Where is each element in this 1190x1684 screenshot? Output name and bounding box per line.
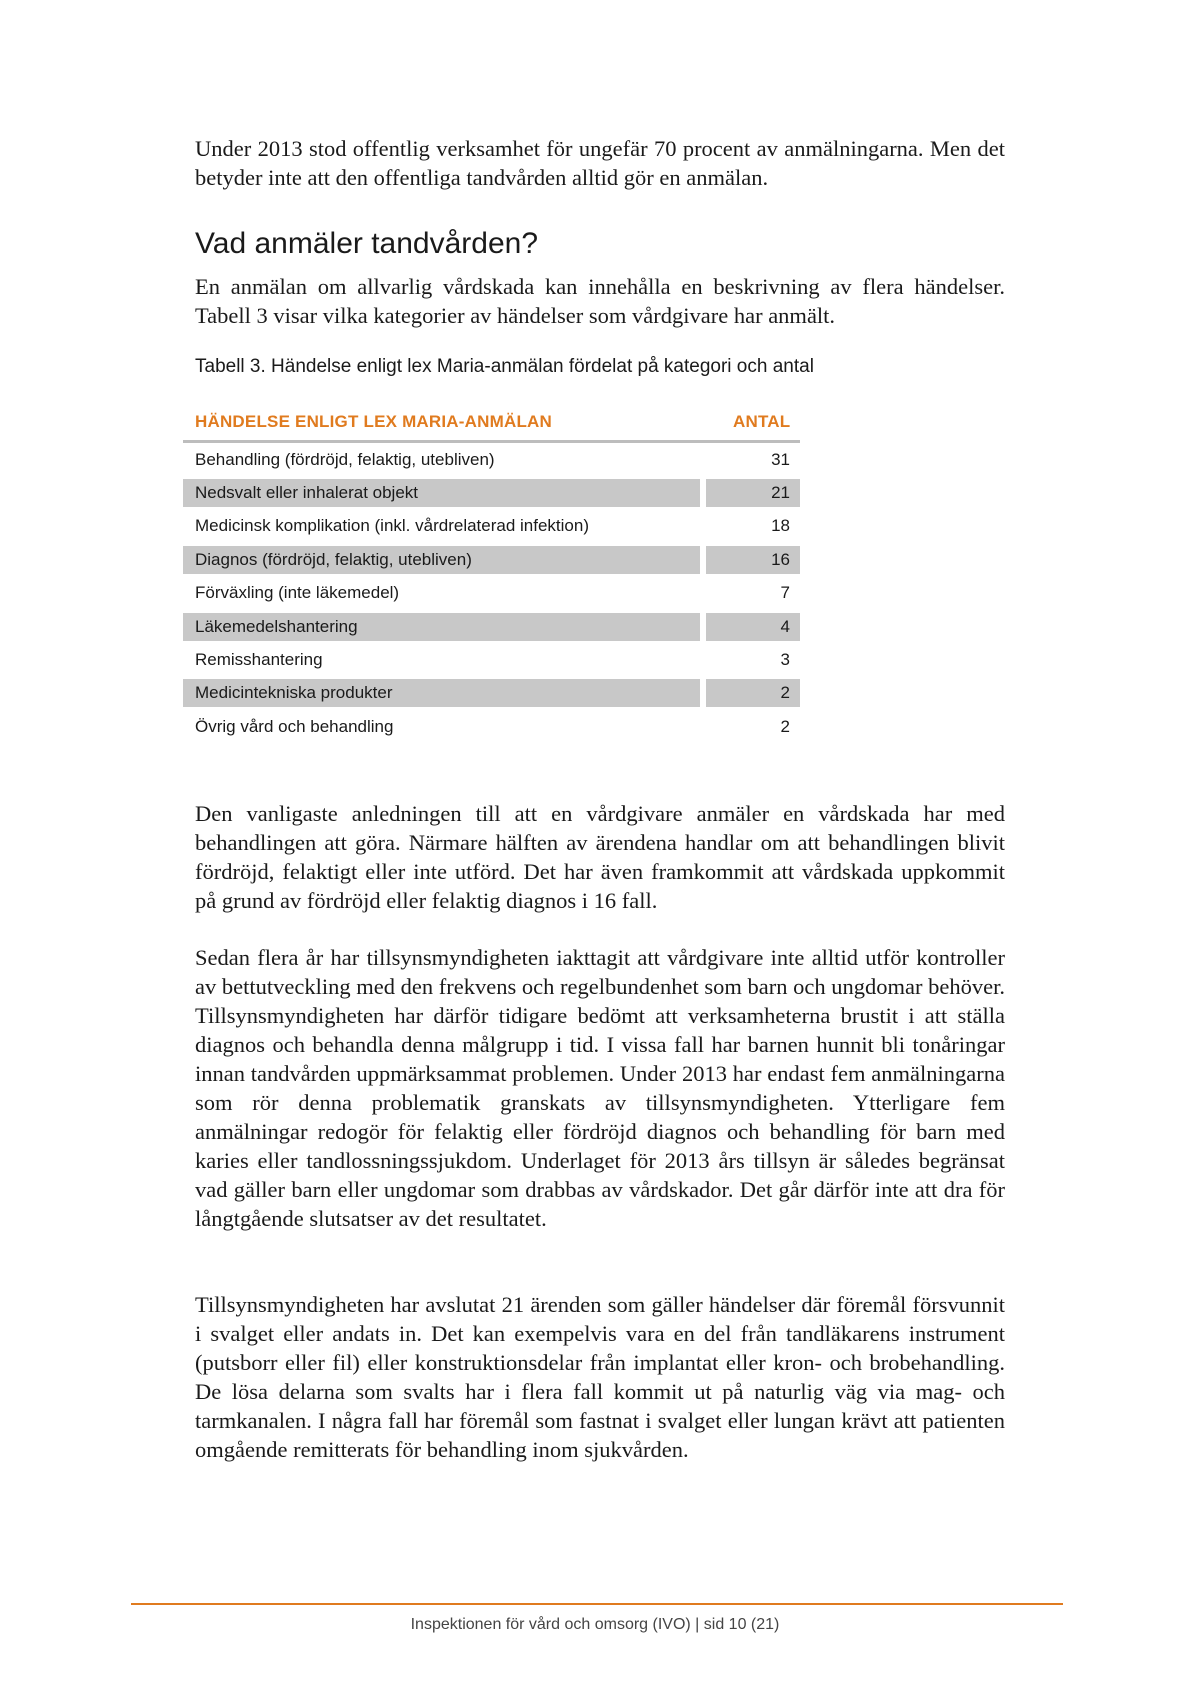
table-header: [183, 404, 800, 443]
row-count: 3: [780, 650, 790, 670]
table-row: [183, 677, 800, 710]
row-count: 31: [771, 449, 790, 469]
swallowed-objects-paragraph: Tillsynsmyndigheten har avslutat 21 ärenden som gäller händelser där föremål försvunnit i svalget eller andats in. Det kan exempelvis vara en del från tandläkarens instrument (putsborr eller fil) eller konstruktionsdelar från implantat eller kron- och brobehandling. De lösa delarna som svalts har i flera fall kommit ut på naturlig väg via mag- och tarmkanalen. I några fall har föremål som fastnat i svalget eller lungan krävt att patienten omgående remitterats för behandling inom sjukvården.: [195, 1292, 1005, 1462]
table-row: [183, 543, 800, 576]
table-row: [183, 610, 800, 643]
footer-divider: [131, 1603, 1063, 1605]
row-category: Förväxling (inte läkemedel): [195, 583, 400, 603]
row-count: 2: [706, 679, 800, 707]
events-table: [183, 404, 800, 744]
row-category: Diagnos (fördröjd, felaktig, utebliven): [183, 546, 700, 574]
row-count: 4: [706, 613, 800, 641]
page-footer: Inspektionen för vård och omsorg (IVO) | sid 10 (21): [410, 1616, 780, 1633]
row-count: 18: [771, 516, 790, 536]
row-category: Behandling (fördröjd, felaktig, utebliven): [195, 449, 495, 469]
row-category: Övrig vård och behandling: [195, 716, 394, 736]
table-row: [183, 510, 800, 543]
row-category: Medicintekniska produkter: [183, 679, 700, 707]
row-category: Medicinsk komplikation (inkl. vårdrelaterad infektion): [195, 516, 589, 536]
row-category: Läkemedelshantering: [183, 613, 700, 641]
treatment-paragraph: Den vanligaste anledningen till att en vårdgivare anmäler en vårdskada har med behandlingen att göra. Närmare hälften av ärendena handlar om att behandlingen blivit fördröjd, felaktigt eller inte utförd. Det har även framkommit att vårdskada uppkommit på grund av fördröjd eller felaktig diagnos i 16 fall.: [195, 801, 1005, 913]
table-caption: Tabell 3. Händelse enligt lex Maria-anmälan fördelat på kategori och antal: [195, 356, 814, 377]
row-count: 7: [780, 583, 790, 603]
column-header-category: HÄNDELSE ENLIGT LEX MARIA-ANMÄLAN: [195, 412, 552, 431]
row-category: Remisshantering: [195, 650, 323, 670]
table-row: [183, 643, 800, 676]
row-category: Nedsvalt eller inhalerat objekt: [183, 479, 700, 507]
table-row: [183, 710, 800, 743]
table-row: [183, 476, 800, 509]
table-row: [183, 443, 800, 476]
supervision-paragraph: Sedan flera år har tillsynsmyndigheten iakttagit att vårdgivare inte alltid utför kontroller av bettutveckling med den frekvens och regelbundenhet som barn och ungdomar behöver. Tillsynsmyndigheten har därför tidigare bedömt att verksamheterna brustit i att ställa diagnos och behandla denna målgrupp i tid. I vissa fall har barnen hunnit bli tonåringar innan tandvården uppmärksammat problemen. Under 2013 har endast fem anmälningarna som rör denna problematik granskats av tillsynsmyndigheten. Ytterligare fem anmälningar redogör för felaktig eller fördröjd diagnos och behandling för barn med karies eller tandlossningssjukdom. Underlaget för 2013 års tillsyn är således begränsat vad gäller barn eller ungdomar som drabbas av vårdskador. Det går därför inte att dra för långtgående slutsatser av det resultatet.: [195, 945, 1005, 1231]
row-count: 16: [706, 546, 800, 574]
intro-paragraph: Under 2013 stod offentlig verksamhet för ungefär 70 procent av anmälningarna. Men det betyder inte att den offentliga tandvården alltid gör en anmälan.: [195, 136, 1005, 190]
row-count: 21: [706, 479, 800, 507]
row-count: 2: [780, 716, 790, 736]
table-row: [183, 577, 800, 610]
section-heading: Vad anmäler tandvården?: [195, 227, 539, 260]
column-header-count: ANTAL: [733, 412, 791, 431]
section-intro-paragraph: En anmälan om allvarlig vårdskada kan innehålla en beskrivning av flera händelser. Tabell 3 visar vilka kategorier av händelser som vårdgivare har anmält.: [195, 274, 1005, 328]
